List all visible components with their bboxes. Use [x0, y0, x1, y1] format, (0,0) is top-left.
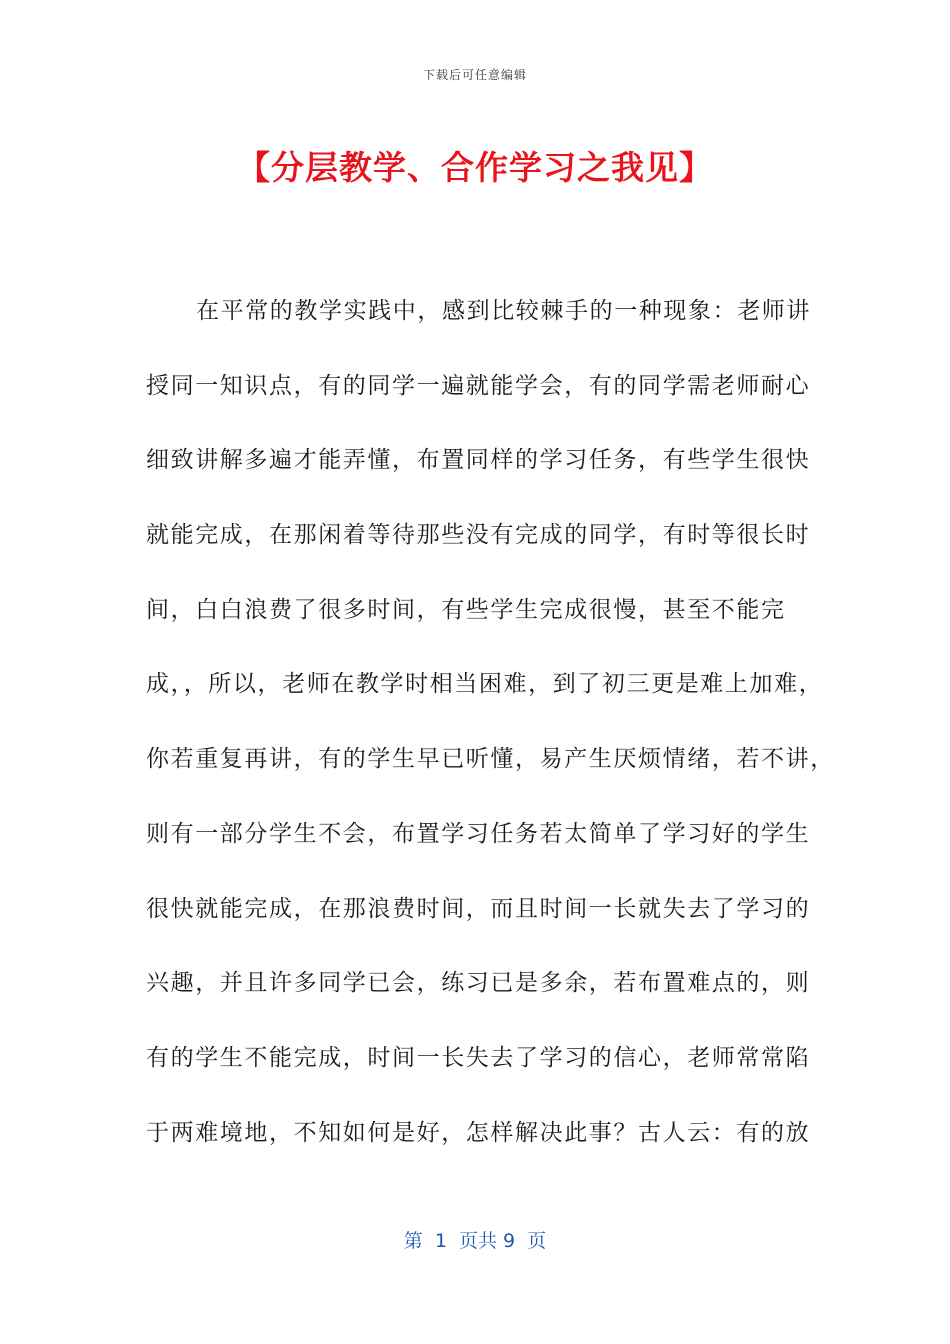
body-line: 于两难境地，不知如何是好，怎样解决此事？古人云：有的放: [146, 1119, 811, 1146]
body-line: 你若重复再讲，有的学生早已听懂，易产生厌烦情绪，若不讲，: [146, 746, 835, 773]
body-line: 授同一知识点，有的同学一遍就能学会，有的同学需老师耐心: [146, 372, 811, 399]
body-line: 成，，所以，老师在教学时相当困难，到了初三更是难上加难，: [146, 671, 824, 698]
header-note: 下载后可任意编辑: [422, 68, 527, 82]
document-title: 【分层教学、合作学习之我见】: [237, 148, 713, 187]
body-line: 就能完成，在那闲着等待那些没有完成的同学，有时等很长时: [146, 522, 811, 549]
body-line: 间，白白浪费了很多时间，有些学生完成很慢，甚至不能完: [146, 596, 786, 623]
body-line: 有的学生不能完成，时间一长失去了学习的信心，老师常常陷: [146, 1044, 811, 1071]
body-line: 在平常的教学实践中，感到比较棘手的一种现象：老师讲: [196, 298, 811, 324]
body-line: 细致讲解多遍才能弄懂，布置同样的学习任务，有些学生很快: [146, 447, 811, 474]
page-number-footer: 第 1 页共 9 页: [403, 1230, 547, 1252]
body-line: 则有一部分学生不会，布置学习任务若太简单了学习好的学生: [146, 820, 811, 847]
body-line: 很快就能完成，在那浪费时间，而且时间一长就失去了学习的: [146, 895, 811, 922]
body-paragraph: [146, 274, 835, 1170]
body-line: 兴趣，并且许多同学已会，练习已是多余，若布置难点的，则: [146, 970, 811, 997]
